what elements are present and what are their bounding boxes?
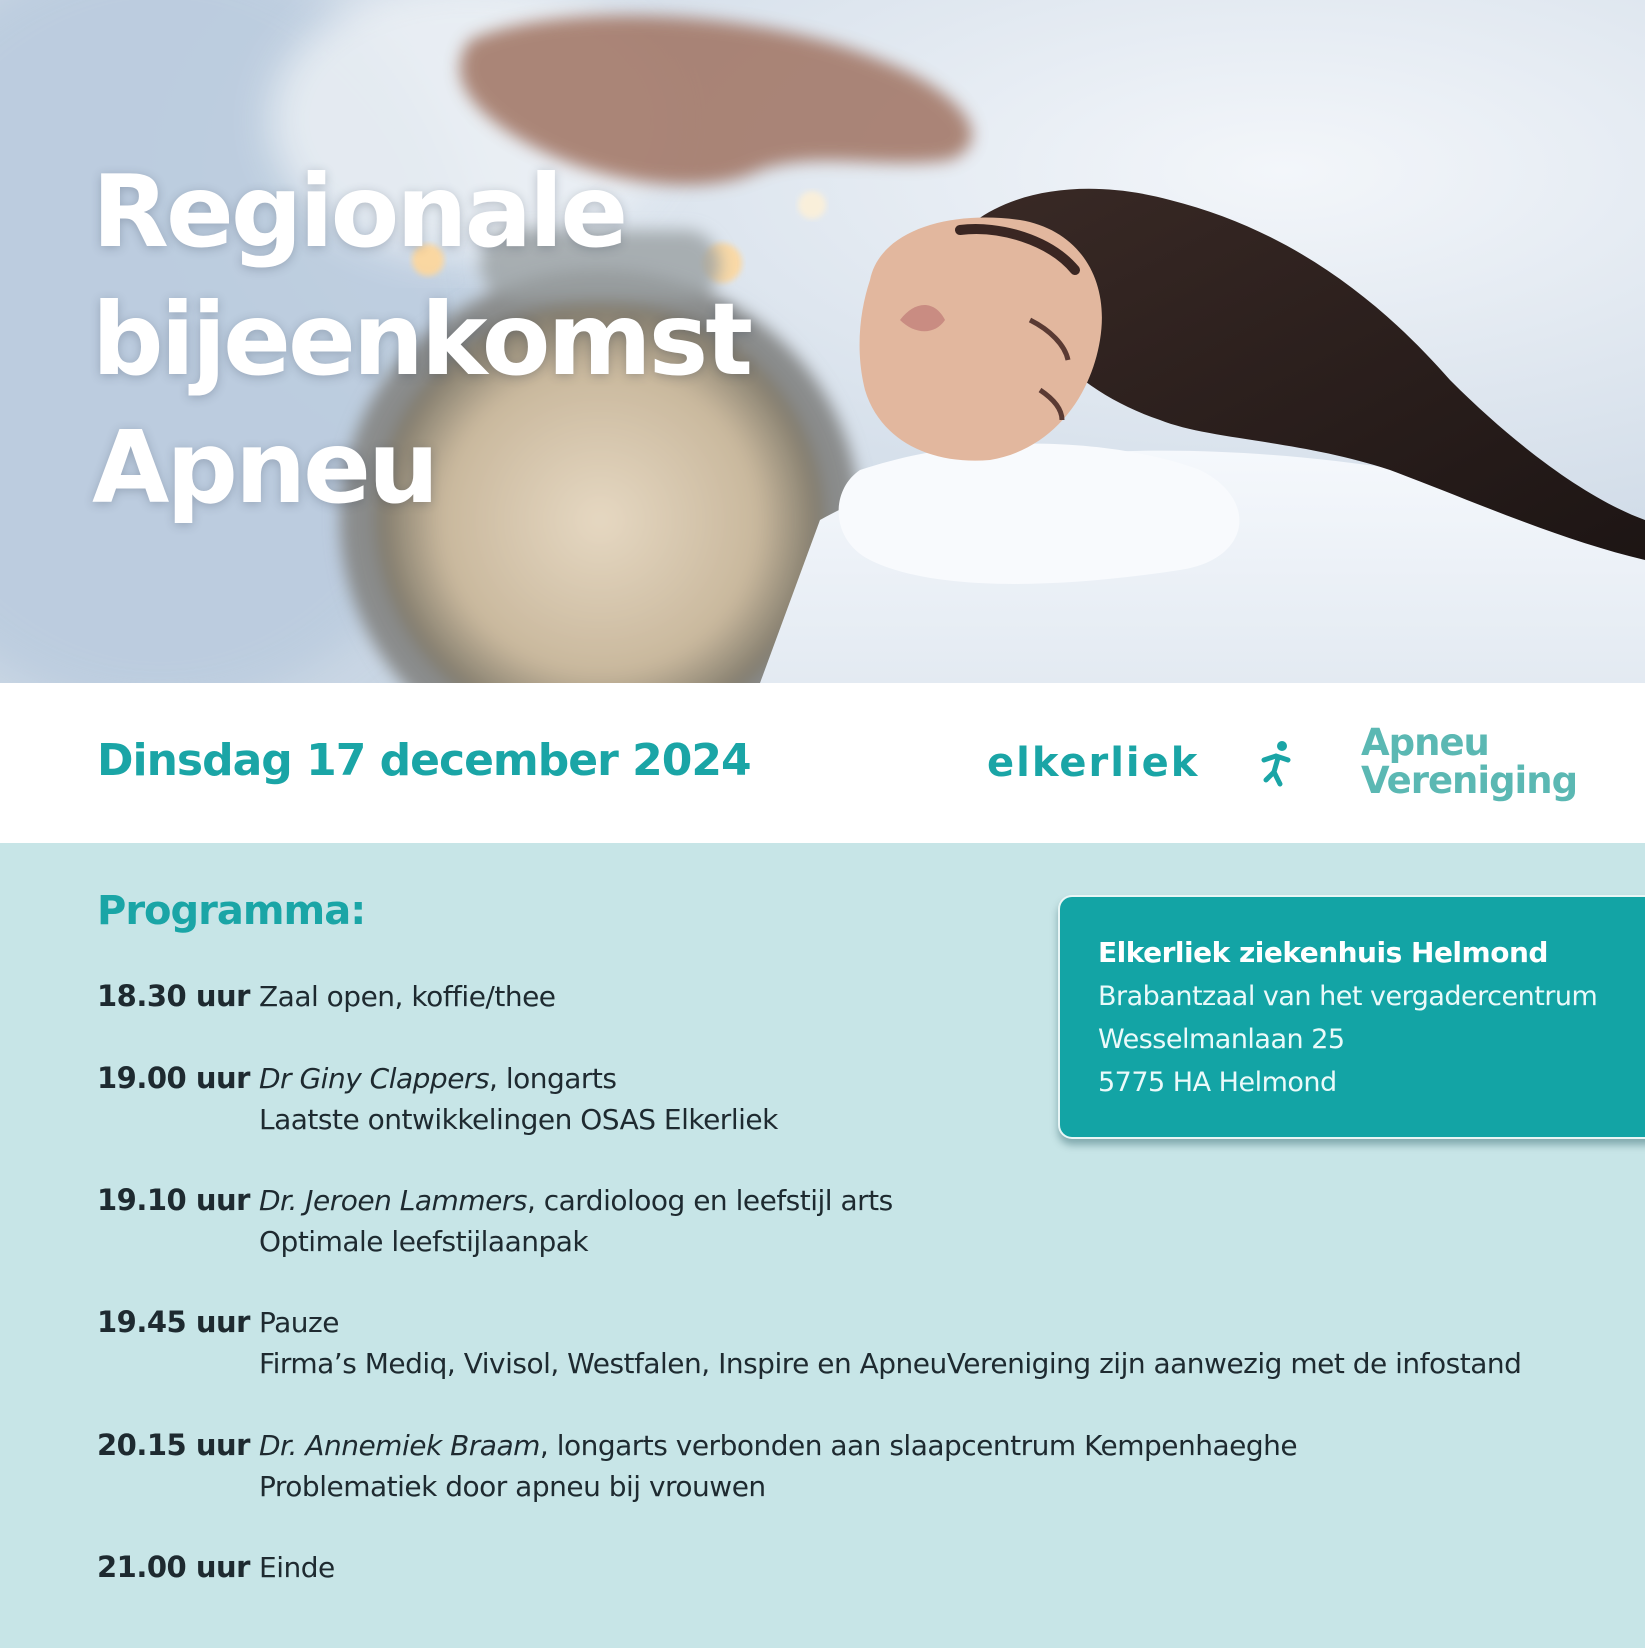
program-time: 20.15 uur — [97, 1428, 250, 1462]
program-time: 19.00 uur — [97, 1061, 250, 1095]
hero-title-line-3: Apneu — [92, 409, 437, 526]
venue-name: Elkerliek ziekenhuis Helmond — [1098, 936, 1548, 969]
program-speaker: Dr. Jeroen Lammers — [259, 1184, 527, 1217]
program-title: , cardioloog en leefstijl arts — [526, 1184, 893, 1217]
program-time: 19.10 uur — [97, 1183, 250, 1217]
program-time: 21.00 uur — [97, 1550, 250, 1584]
program-title: , longarts verbonden aan slaapcentrum Kempenhaeghe — [539, 1429, 1298, 1462]
program-title: , longarts — [489, 1062, 617, 1095]
elkerliek-figure-icon — [1260, 740, 1296, 788]
hero-title-line-1: Regionale — [92, 153, 626, 270]
program-title: Zaal open, koffie/thee — [259, 980, 556, 1013]
program-speaker: Dr. Annemiek Braam — [259, 1429, 540, 1462]
program-time: 18.30 uur — [97, 979, 250, 1013]
venue-room: Brabantzaal van het vergadercentrum — [1098, 981, 1598, 1012]
program-time: 19.45 uur — [97, 1305, 250, 1339]
elkerliek-logo: elkerliek — [987, 740, 1200, 786]
hero-title — [92, 148, 750, 532]
program-speaker: Dr Giny Clappers — [259, 1062, 490, 1095]
program-description — [259, 1547, 1619, 1588]
program-detail: Laatste ontwikkelingen OSAS Elkerliek — [259, 1103, 778, 1136]
program-description — [259, 1302, 1619, 1384]
program-description — [259, 1180, 1619, 1262]
hero-title-line-2: bijeenkomst — [92, 281, 751, 398]
program-detail: Problematiek door apneu bij vrouwen — [259, 1470, 766, 1503]
venue-city: 5775 HA Helmond — [1098, 1067, 1337, 1098]
program-title: Pauze — [259, 1306, 339, 1339]
apneu-logo-line-2: Vereniging — [1361, 759, 1578, 802]
program-title: Einde — [259, 1551, 335, 1584]
apneu-logo-line-1: Apneu — [1361, 721, 1489, 764]
event-date: Dinsdag 17 december 2024 — [97, 735, 751, 786]
hero-photo — [0, 0, 1645, 683]
program-detail: Optimale leefstijlaanpak — [259, 1225, 589, 1258]
apneuvereniging-logo — [1361, 721, 1578, 802]
program-heading: Programma: — [97, 888, 366, 934]
program-description — [259, 1425, 1619, 1507]
program-detail: Firma’s Mediq, Vivisol, Westfalen, Inspire en ApneuVereniging zijn aanwezig met de infostand — [259, 1347, 1522, 1380]
venue-card — [1058, 895, 1645, 1139]
venue-street: Wesselmanlaan 25 — [1098, 1024, 1345, 1055]
